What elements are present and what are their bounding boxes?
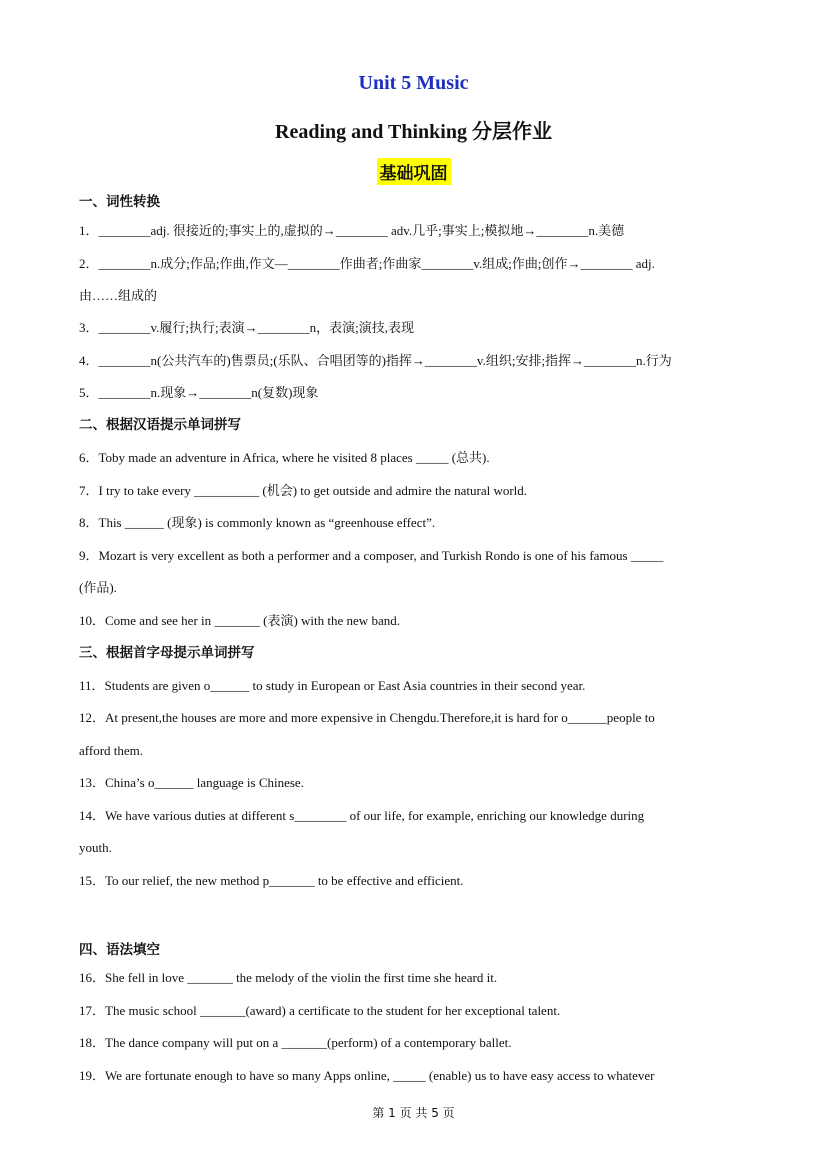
section-heading-4: 四、语法填空 <box>79 942 160 958</box>
exercise-line: 15．To our relief, the new method p_______ to be effective and efficient. <box>79 873 464 888</box>
exercise-line: 7．I try to take every __________ (机会) to get outside and admire the natural world. <box>79 483 528 498</box>
exercise-line: 13．China’s o______ language is Chinese. <box>79 775 304 790</box>
exercise-line: 1．________adj. 很接近的;事实上的,虚拟的→________ adv.几乎;事实上;模拟地→________n.美德 <box>79 223 625 238</box>
exercise-line: 3．________v.履行;执行;表演→________n，表演;演技,表现 <box>79 320 414 335</box>
section-heading-1: 一、词性转换 <box>79 194 160 210</box>
exercise-line: 16．She fell in love _______ the melody of the violin the first time she heard it. <box>79 970 498 985</box>
exercise-line: 8．This ______ (现象) is commonly known as “greenhouse effect”. <box>79 515 436 530</box>
section-heading-2: 二、根据汉语提示单词拼写 <box>79 417 241 433</box>
exercise-line: 10．Come and see her in _______ (表演) with the new band. <box>79 613 400 628</box>
exercise-line: 6．Toby made an adventure in Africa, where he visited 8 places _____ (总共). <box>79 450 490 465</box>
exercise-line: youth. <box>79 840 112 855</box>
exercise-line: 11．Students are given o______ to study in European or East Asia countries in their second year. <box>79 678 586 693</box>
exercise-line: 2．________n.成分;作品;作曲,作文—________作曲者;作曲家________v.组成;作曲;创作→________ adj. <box>79 256 655 271</box>
exercise-line: 由……组成的 <box>79 288 158 303</box>
exercise-line: 14．We have various duties at different s________ of our life, for example, enriching our knowledge during <box>79 808 645 823</box>
unit-title: Unit 5 Music <box>358 72 469 94</box>
level-label: 基础巩固 <box>377 158 451 185</box>
exercise-line: (作品). <box>79 580 117 595</box>
page-footer: 第 1 页 共 5 页 <box>372 1106 455 1120</box>
exercise-line: 19．We are fortunate enough to have so many Apps online, _____ (enable) us to have easy access to whatever <box>79 1068 655 1083</box>
exercise-line: afford them. <box>79 743 144 758</box>
exercise-line: 9．Mozart is very excellent as both a performer and a composer, and Turkish Rondo is one of his famous _____ <box>79 548 664 563</box>
exercise-line: 4．________n(公共汽车的)售票员;(乐队、合唱团等的)指挥→________v.组织;安排;指挥→________n.行为 <box>79 353 672 368</box>
lesson-subtitle: Reading and Thinking 分层作业 <box>275 121 552 143</box>
exercise-line: 17．The music school _______(award) a certificate to the student for her exceptional talent. <box>79 1003 561 1018</box>
exercise-line: 12．At present,the houses are more and more expensive in Chengdu.Therefore,it is hard for o______people to <box>79 710 655 725</box>
section-heading-3: 三、根据首字母提示单词拼写 <box>79 645 255 661</box>
exercise-line: 18．The dance company will put on a _______(perform) of a contemporary ballet. <box>79 1035 512 1050</box>
level-heading <box>0 158 827 185</box>
exercise-line: 5．________n.现象→________n(复数)现象 <box>79 385 319 400</box>
